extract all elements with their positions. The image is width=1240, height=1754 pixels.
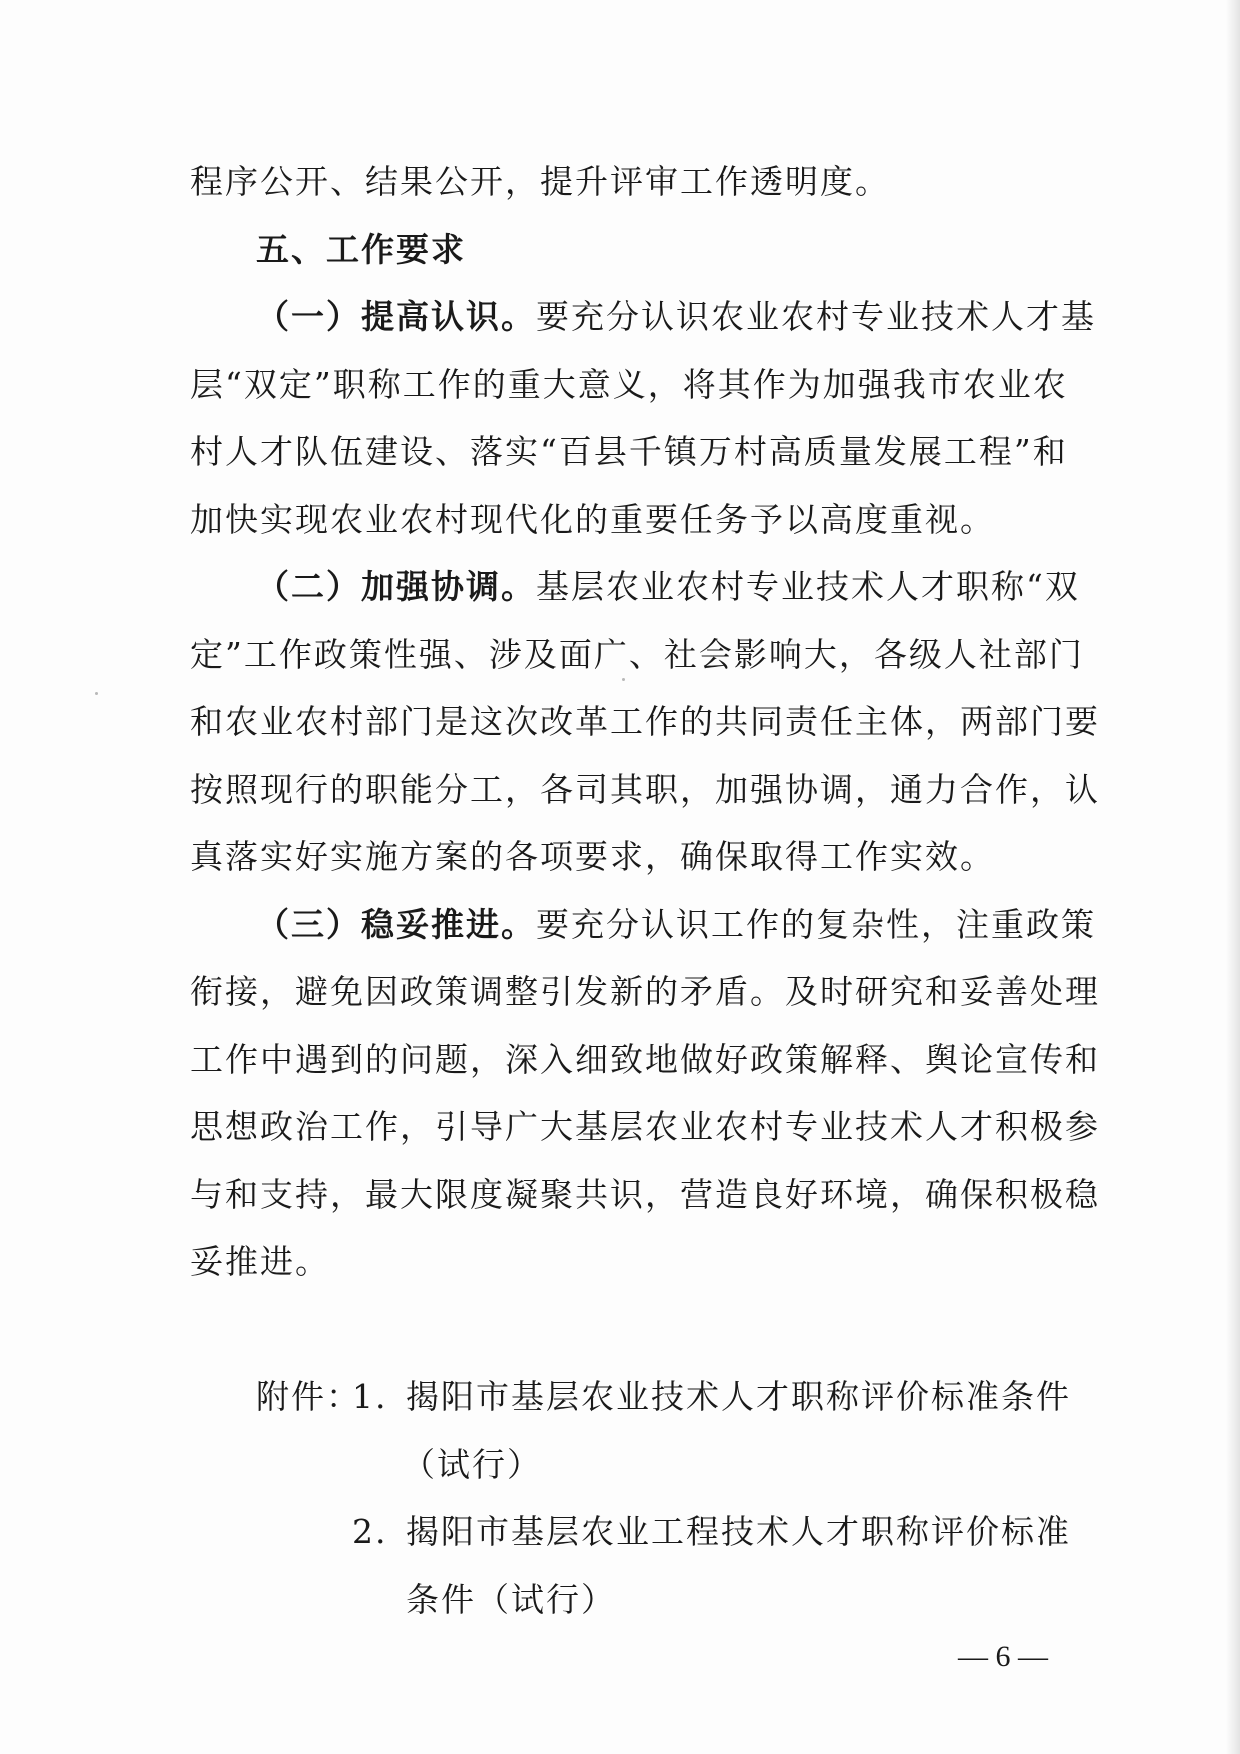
item-2-line: 按照现行的职能分工，各司其职，加强协调，通力合作，认 — [190, 769, 1100, 809]
item-1-title: （一）提高认识。 — [256, 297, 536, 336]
paragraph-item-2 — [190, 553, 1100, 891]
item-2-line: 和农业农村部门是这次改革工作的共同责任主体，两部门要 — [190, 702, 1100, 741]
item-2-line: 真落实好实施方案的各项要求，确保取得工作实效。 — [190, 837, 995, 876]
attachment-item-1 — [190, 1363, 1071, 1431]
item-3-text: 要充分认识工作的复杂性，注重政策 — [536, 904, 1096, 944]
attachment-title-cont: （试行） — [402, 1444, 542, 1484]
attachment-title: 揭阳市基层农业工程技术人才职称评价标准 — [406, 1512, 1071, 1551]
document-body — [190, 148, 1100, 1633]
section-heading: 五、工作要求 — [256, 229, 466, 269]
item-1-line: 村人才队伍建设、落实“百县千镇万村高质量发展工程”和 — [190, 432, 1068, 471]
item-3-title: （三）稳妥推进。 — [256, 904, 536, 944]
attachment-title: 揭阳市基层农业技术人才职称评价标准条件 — [406, 1377, 1071, 1416]
paragraph-continuation: 程序公开、结果公开，提升评审工作透明度。 — [190, 162, 890, 201]
item-1-line: 加快实现农业农村现代化的重要任务予以高度重视。 — [190, 499, 995, 539]
item-3-line: 与和支持，最大限度凝聚共识，营造良好环境，确保积极稳 — [190, 1174, 1100, 1214]
attachment-number: 1. — [352, 1377, 388, 1416]
attachment-number: 2. — [352, 1512, 388, 1551]
item-1-line: 层“双定”职称工作的重大意义，将其作为加强我市农业农 — [190, 364, 1068, 404]
scan-edge-shadow — [1226, 0, 1240, 1754]
item-2-text: 基层农业农村专业技术人才职称“双 — [536, 567, 1080, 606]
attachment-title-cont: 条件（试行） — [406, 1579, 616, 1619]
item-1-text: 要充分认识农业农村专业技术人才基 — [536, 297, 1096, 336]
item-3-line: 思想政治工作，引导广大基层农业农村专业技术人才积极参 — [190, 1107, 1100, 1146]
item-3-line: 妥推进。 — [190, 1242, 330, 1281]
item-2-line: 定”工作政策性强、涉及面广、社会影响大，各级人社部门 — [190, 634, 1084, 674]
attachments-block — [190, 1363, 1071, 1633]
paragraph-item-1 — [190, 283, 1096, 553]
attachments-label: 附件： — [256, 1377, 361, 1416]
paragraph-item-3 — [190, 891, 1100, 1296]
scan-speck — [95, 692, 98, 695]
attachment-item-2 — [190, 1498, 1071, 1566]
item-3-line: 衔接，避免因政策调整引发新的矛盾。及时研究和妥善处理 — [190, 972, 1100, 1011]
item-3-line: 工作中遇到的问题，深入细致地做好政策解释、舆论宣传和 — [190, 1039, 1100, 1079]
item-2-title: （二）加强协调。 — [256, 567, 536, 606]
page-number: — 6 — — [958, 1640, 1048, 1673]
